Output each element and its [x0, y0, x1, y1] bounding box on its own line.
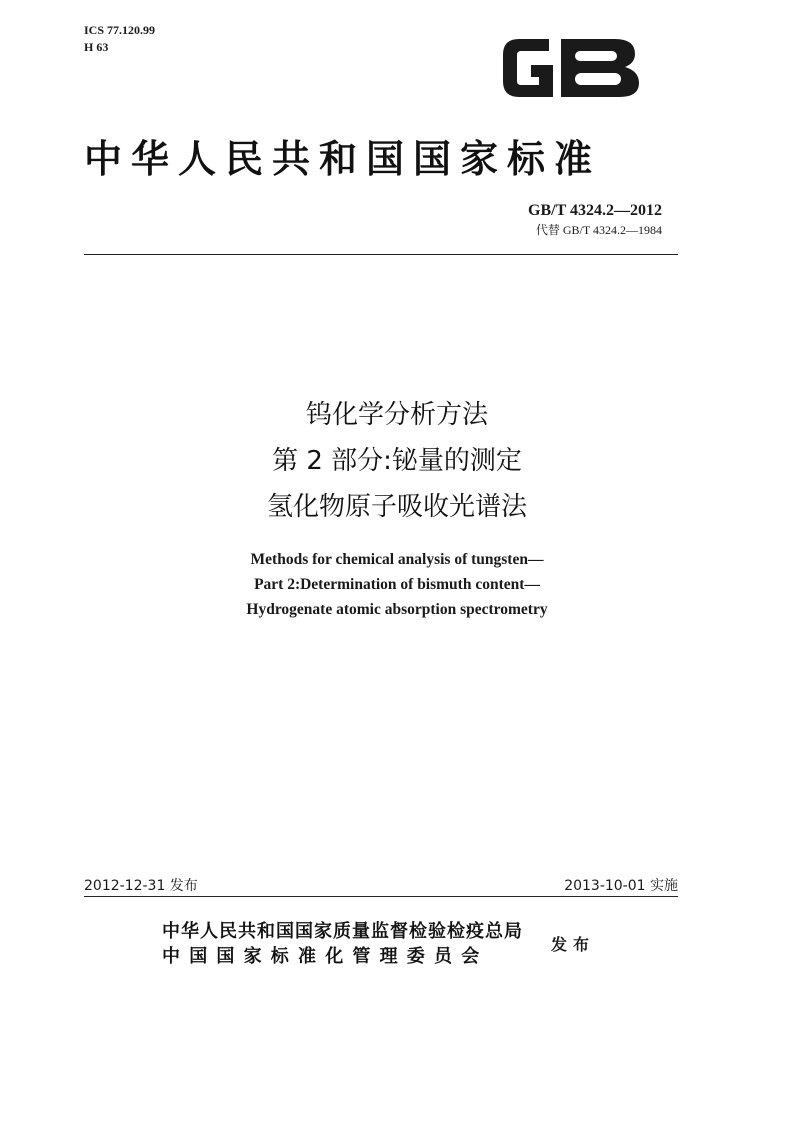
issuer-line1: 中华人民共和国国家质量监督检验检疫总局: [162, 921, 523, 942]
title-en-line2: Part 2:Determination of bismuth content—: [254, 576, 540, 593]
standard-number-block: [528, 202, 662, 238]
top-divider: [84, 254, 678, 255]
bottom-divider: [84, 896, 678, 897]
replaces-note: 代替 GB/T 4324.2—1984: [535, 223, 662, 237]
standard-title: 中华人民共和国国家标准: [84, 137, 602, 181]
title-cn-line2: 第 2 部分:铋量的测定: [272, 446, 522, 476]
publish-label: 发布: [551, 935, 596, 954]
title-en-line3: Hydrogenate atomic absorption spectrometry: [246, 601, 548, 618]
title-en-line1: Methods for chemical analysis of tungsten—: [250, 551, 544, 568]
classification-codes: [84, 22, 155, 56]
title-cn-line1: 钨化学分析方法: [305, 400, 488, 430]
ccs-code: H 63: [84, 40, 109, 54]
implementation-date: 2013-10-01 实施: [564, 878, 678, 894]
issuer-line2: 中国国家标准化管理委员会: [162, 946, 489, 967]
ics-code: ICS 77.120.99: [84, 23, 156, 37]
title-cn-line3: 氢化物原子吸收光谱法: [266, 492, 527, 522]
standard-number: GB/T 4324.2—2012: [528, 202, 662, 219]
gb-logo: [497, 33, 645, 103]
issue-date: 2012-12-31 发布: [84, 878, 198, 894]
